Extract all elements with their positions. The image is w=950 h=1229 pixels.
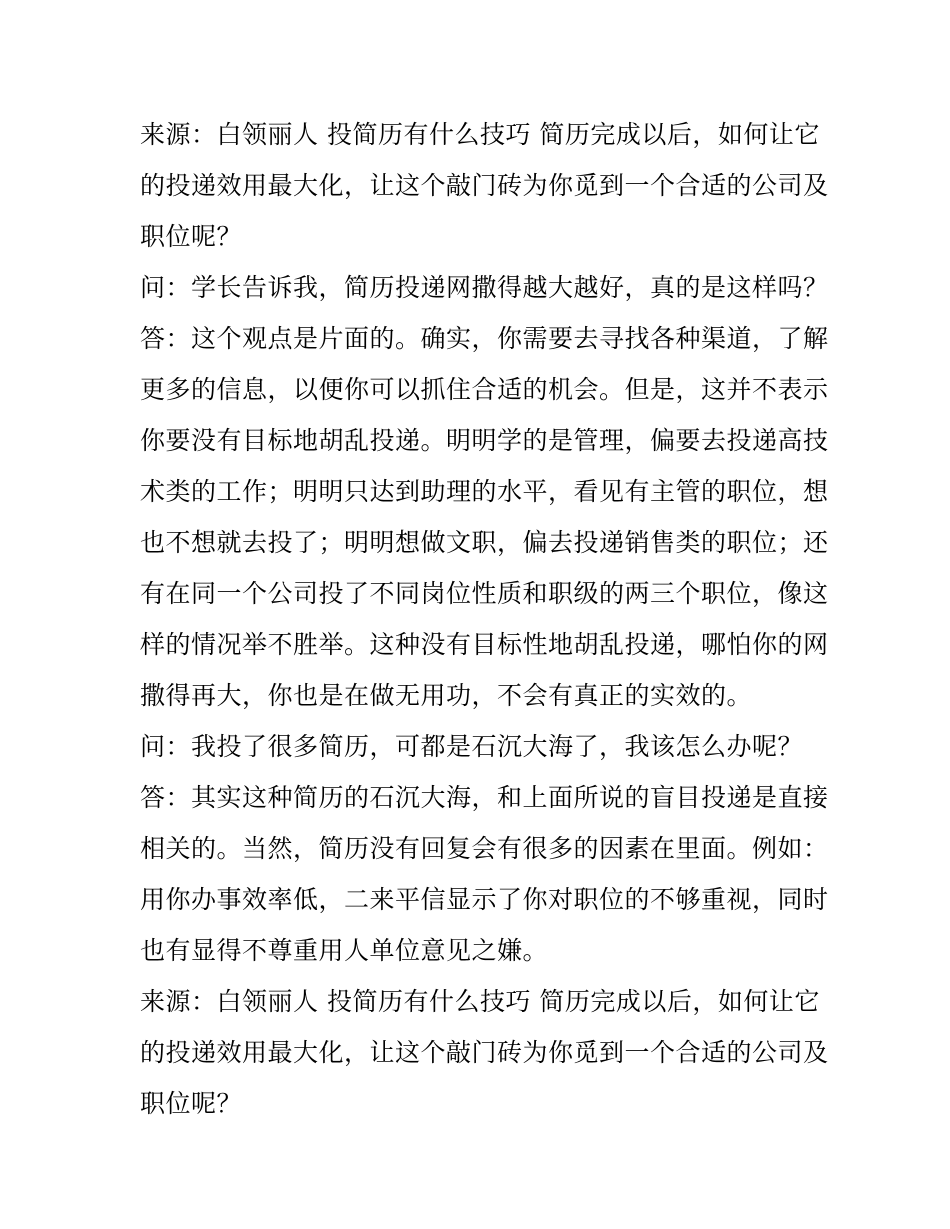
text-line-3: 职位呢？ xyxy=(140,222,243,251)
document-page xyxy=(140,109,829,1129)
text-line-10: 有在同一个公司投了不同岗位性质和职级的两三个职位，像这 xyxy=(140,579,829,608)
text-line-13: 问：我投了很多简历，可都是石沉大海了，我该怎么办呢？ xyxy=(140,732,804,761)
text-line-8: 术类的工作；明明只达到助理的水平，看见有主管的职位，想 xyxy=(140,477,829,506)
text-line-19: 的投递效用最大化，让这个敲门砖为你觅到一个合适的公司及 xyxy=(140,1038,829,1067)
text-line-1: 来源：白领丽人 投简历有什么技巧 简历完成以后，如何让它 xyxy=(140,120,820,149)
text-line-16: 用你办事效率低，二来平信显示了你对职位的不够重视，同时 xyxy=(140,885,829,914)
text-line-14: 答：其实这种简历的石沉大海，和上面所说的盲目投递是直接 xyxy=(140,783,829,812)
text-line-9: 也不想就去投了；明明想做文职，偏去投递销售类的职位；还 xyxy=(140,528,829,557)
text-line-2: 的投递效用最大化，让这个敲门砖为你觅到一个合适的公司及 xyxy=(140,171,829,200)
text-line-5: 答：这个观点是片面的。确实，你需要去寻找各种渠道，了解 xyxy=(140,324,829,353)
text-line-20: 职位呢？ xyxy=(140,1089,243,1118)
text-line-6: 更多的信息，以便你可以抓住合适的机会。但是，这并不表示 xyxy=(140,375,829,404)
text-line-7: 你要没有目标地胡乱投递。明明学的是管理，偏要去投递高技 xyxy=(140,426,829,455)
text-line-4: 问：学长告诉我，简历投递网撒得越大越好，真的是这样吗？ xyxy=(140,273,829,302)
text-line-18: 来源：白领丽人 投简历有什么技巧 简历完成以后，如何让它 xyxy=(140,987,820,1016)
text-line-17: 也有显得不尊重用人单位意见之嫌。 xyxy=(140,936,549,965)
text-line-15: 相关的。当然，简历没有回复会有很多的因素在里面。例如： xyxy=(140,834,829,863)
text-line-11: 样的情况举不胜举。这种没有目标性地胡乱投递，哪怕你的网 xyxy=(140,630,829,659)
text-line-12: 撒得再大，你也是在做无用功，不会有真正的实效的。 xyxy=(140,681,753,710)
